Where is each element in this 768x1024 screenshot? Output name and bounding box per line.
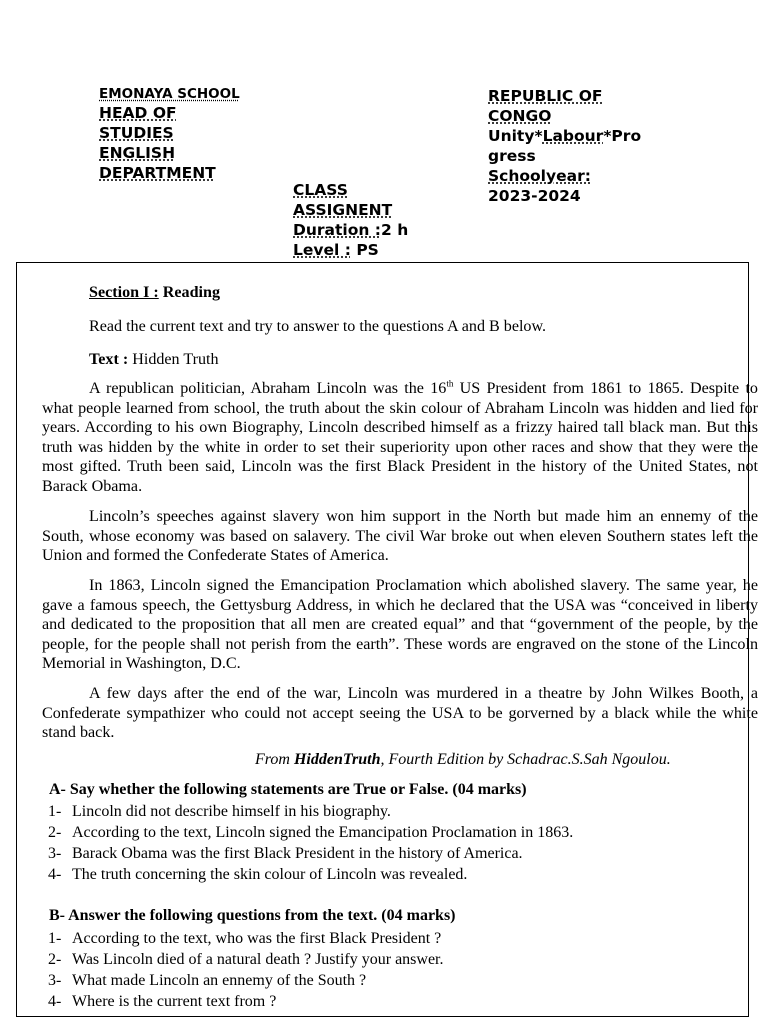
item-number: 1- (48, 930, 62, 947)
department-line1 (99, 143, 240, 163)
assignment-header (293, 180, 408, 260)
text-label: Text : (89, 351, 129, 368)
level-value: PS (350, 241, 379, 259)
list-item (48, 822, 573, 843)
item-number: 3- (48, 972, 62, 989)
passage-paragraph-4 (42, 684, 758, 743)
duration-label: Duration : (293, 221, 382, 239)
item-text: The truth concerning the skin colour of Lincoln was revealed. (72, 866, 468, 883)
item-text: According to the text, Lincoln signed the Emancipation Proclamation in 1863. (72, 824, 574, 841)
item-number: 1- (48, 803, 62, 820)
p1-superscript: th (446, 378, 454, 389)
head-of-studies-line2 (99, 123, 240, 143)
passage-paragraph-1 (42, 379, 758, 496)
item-number: 2- (48, 951, 62, 968)
republic-line2-text: CONGO (488, 107, 552, 125)
p1-rest: US President from 1861 to 1865. Despite to what people learned from school, the truth about the skin colour of Abraham Lincoln was hidden and lied for years. According to his own Biography, Lincoln described himself as a frizzy haired tall black man. But this truth was hidden by the white in order to set their superiority upon other races and show that they were the most gifted. Truth been said, Lincoln was the first Black President in the history of the United States, not Barack Obama. (42, 380, 758, 495)
item-number: 3- (48, 845, 62, 862)
source-prefix: From (255, 751, 294, 768)
part-a-list (48, 801, 573, 885)
section-title: Reading (158, 284, 220, 301)
dept-line2-text: DEPARTMENT (99, 164, 216, 182)
passage-source (255, 751, 671, 769)
department-line2 (99, 163, 240, 183)
duration-value: 2 h (381, 221, 409, 239)
school-year-text: 2023-2024 (488, 187, 581, 205)
head-of-studies-line1 (99, 103, 240, 123)
p3-text: In 1863, Lincoln signed the Emancipation Proclamation which abolished slavery. The same year, he gave a famous speech, the Gettysburg Address, in which he declared that the USA was “conceived in liberty and dedicated to the proposition that all men are created equal” and that “government of the people, by the people, for the people shall not perish from the earth”. These words are engraved on the stone of the Lincoln Memorial in Washington, D.C. (42, 577, 758, 672)
source-suffix: , Fourth Edition by Schadrac.S.Sah Ngoulou. (380, 751, 671, 768)
section-label: Section I : (89, 284, 159, 301)
part-b-heading (49, 907, 456, 925)
item-number: 4- (48, 993, 62, 1010)
p4-text: A few days after the end of the war, Lincoln was murdered in a theatre by John Wilkes Booth, a Confederate sympathizer who could not accept seeing the USA to be gorverned by a black while the white stand back. (42, 685, 758, 741)
republic-line2 (488, 106, 641, 126)
class-line2 (293, 200, 408, 220)
item-text: According to the text, who was the first Black President ? (72, 930, 442, 947)
motto-line2 (488, 146, 641, 166)
dept-line1-text: ENGLISH (99, 144, 176, 162)
list-item (48, 801, 573, 822)
text-heading (89, 350, 759, 370)
motto-progress-part1: *Pro (603, 127, 642, 145)
republic-line1 (488, 86, 641, 106)
level-label: Level : (293, 241, 351, 259)
republic-line1-text: REPUBLIC OF (488, 87, 603, 105)
part-b-list (48, 928, 444, 1012)
school-header (99, 85, 240, 183)
item-text: Barack Obama was the first Black President in the history of America. (72, 845, 523, 862)
instruction-text: Read the current text and try to answer to the questions A and B below. (89, 318, 547, 335)
item-text: Where is the current text from ? (72, 993, 277, 1010)
duration (293, 220, 408, 240)
passage-paragraph-3 (42, 576, 758, 674)
p2-text: Lincoln’s speeches against slavery won him support in the North but made him an ennemy of the South, whose economy was based on salavery. The civil War broke out when eleven Southern states left the Union and formed the Confederate States of America. (42, 508, 758, 564)
motto-labour: Labour (542, 127, 604, 145)
item-text: Lincoln did not describe himself in his biography. (72, 803, 391, 820)
list-item (48, 843, 573, 864)
text-title: Hidden Truth (128, 351, 219, 368)
section-heading (89, 283, 759, 303)
source-title: HiddenTruth (293, 751, 381, 768)
part-a-heading (49, 781, 527, 799)
list-item (48, 991, 444, 1012)
passage-paragraph-2 (42, 507, 758, 566)
list-item (48, 928, 444, 949)
list-item (48, 864, 573, 885)
assignment-frame (16, 262, 758, 1017)
p1-start: A republican politician, Abraham Lincoln was the 16 (89, 380, 447, 397)
class-line2-text: ASSIGNENT (293, 201, 393, 219)
instruction (89, 317, 759, 337)
head-line1-text: HEAD OF (99, 104, 177, 122)
school-year-value (488, 186, 641, 206)
school-name-text: EMONAYA SCHOOL (99, 86, 240, 102)
item-text: What made Lincoln an ennemy of the South ? (72, 972, 367, 989)
item-number: 4- (48, 866, 62, 883)
motto-progress-part2: gress (488, 147, 536, 165)
head-line2-text: STUDIES (99, 124, 174, 142)
republic-header (488, 86, 641, 206)
school-year-label-text: Schoolyear: (488, 167, 591, 185)
school-name (99, 85, 240, 103)
motto-unity: Unity* (488, 127, 543, 145)
list-item (48, 949, 444, 970)
class-line1-text: CLASS (293, 181, 348, 199)
item-text: Was Lincoln died of a natural death ? Justify your answer. (72, 951, 444, 968)
part-b-heading-text: B- Answer the following questions from the text. (04 marks) (49, 907, 456, 924)
motto-line1 (488, 126, 641, 146)
class-line1 (293, 180, 408, 200)
part-a-heading-text: A- Say whether the following statements are True or False. (04 marks) (49, 781, 527, 798)
list-item (48, 970, 444, 991)
level (293, 240, 408, 260)
school-year-label (488, 166, 641, 186)
item-number: 2- (48, 824, 62, 841)
